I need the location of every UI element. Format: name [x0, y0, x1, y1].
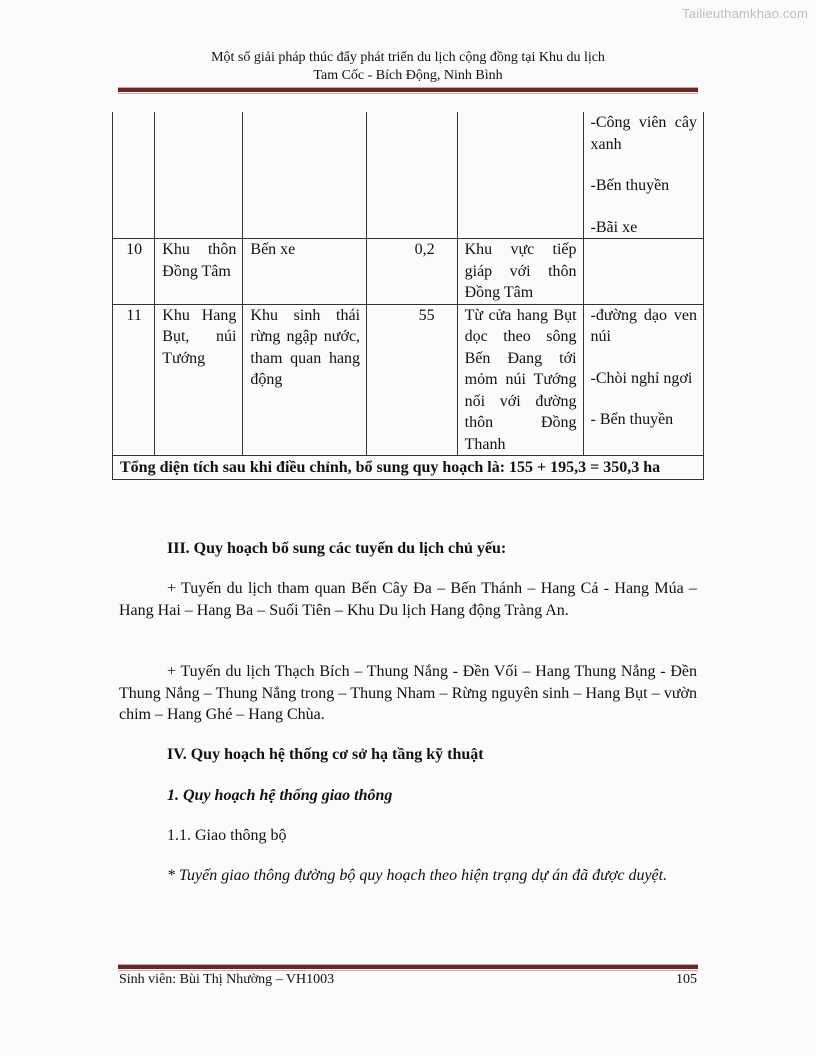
cell-no: 10: [113, 239, 155, 305]
header-rule: [118, 87, 698, 94]
page-header: [112, 49, 704, 85]
watermark: Tailieuthamkhao.com: [682, 6, 808, 21]
cell-location: Khu vực tiếp giáp với thôn Đồng Tâm: [457, 239, 583, 305]
student-name: Sinh viên: Bùi Thị Nhường – VH1003: [119, 972, 335, 987]
cell-location: [457, 112, 583, 239]
facility-item: -Công viên cây xanh: [590, 114, 697, 153]
table-total-row: [113, 456, 704, 480]
cell-location: Từ cửa hang Bụt dọc theo sông Bến Đang tới mỏm núi Tướng nối với đường thôn Đồng Thanh: [457, 304, 583, 456]
cell-function: Khu sinh thái rừng ngập nước, tham quan hang động: [243, 304, 367, 456]
subheading-transport: 1. Quy hoạch hệ thống giao thông: [167, 787, 393, 804]
page-number: 105: [676, 972, 697, 987]
section-heading-iv: IV. Quy hoạch hệ thống cơ sở hạ tầng kỹ thuật: [167, 746, 484, 763]
total-area: Tổng diện tích sau khi điều chỉnh, bổ sung quy hoạch là: 155 + 195,3 = 350,3 ha: [113, 456, 704, 480]
cell-size: [367, 112, 458, 239]
route-paragraph-2: + Tuyến du lịch Thạch Bích – Thung Nắng - Đền Vối – Hang Thung Nắng - Đền Thung Nắng – Thung Nắng trong – Thung Nham – Rừng nguyên sinh – Hang Bụt – vườn chim – Hang Ghé – Hang Chùa.: [119, 663, 697, 723]
table-row: [113, 239, 704, 305]
planning-table: [112, 112, 704, 480]
facility-item: - Bến thuyền: [590, 411, 674, 428]
cell-no: 11: [113, 304, 155, 456]
header-title-line1: Một số giải pháp thúc đẩy phát triển du lịch cộng đồng tại Khu du lịch: [211, 50, 605, 65]
cell-size: 55: [367, 304, 458, 456]
table-row: [113, 304, 704, 456]
cell-facilities: [583, 239, 703, 305]
road-note: * Tuyến giao thông đường bộ quy hoạch theo hiện trạng dự án đã được duyệt.: [167, 867, 668, 884]
facility-item: -Bến thuyền: [590, 177, 670, 194]
subheading-road: 1.1. Giao thông bộ: [167, 827, 287, 844]
header-title-line2: Tam Cốc - Bích Động, Ninh Bình: [313, 68, 503, 83]
cell-facilities: [583, 304, 703, 456]
section-heading-iii: III. Quy hoạch bổ sung các tuyến du lịch chủ yếu:: [167, 540, 507, 557]
cell-size: 0,2: [367, 239, 458, 305]
route-paragraph-1: + Tuyến du lịch tham quan Bến Cây Đa – Bến Thánh – Hang Cả - Hang Múa – Hang Hai – Hang Ba – Suối Tiên – Khu Du lịch Hang động Tràng An.: [119, 580, 697, 619]
facility-item: -đường dạo ven núi: [590, 306, 697, 345]
cell-function: Bến xe: [243, 239, 367, 305]
footer-rule: [118, 964, 698, 971]
cell-facilities: [583, 112, 703, 239]
facility-item: -Chòi nghỉ ngơi: [590, 369, 693, 387]
table-row-continued: [113, 112, 704, 239]
cell-area: Khu thôn Đồng Tâm: [155, 239, 243, 305]
facility-item: -Bãi xe: [590, 218, 638, 236]
cell-area: Khu Hang Bụt, núi Tướng: [155, 304, 243, 456]
cell-no: [113, 112, 155, 239]
page-footer: [119, 972, 697, 988]
cell-area: [155, 112, 243, 239]
cell-function: [243, 112, 367, 239]
